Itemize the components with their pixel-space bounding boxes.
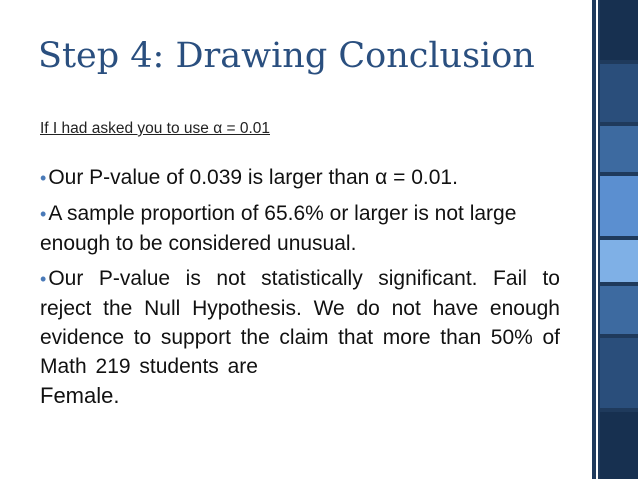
slide-title: Step 4: Drawing Conclusion [38, 36, 535, 76]
decorative-block [600, 176, 638, 236]
bullet-icon: • [40, 204, 47, 224]
bullet-item [40, 264, 560, 410]
decorative-block [600, 338, 638, 408]
decorative-block [600, 286, 638, 334]
strip-divider [596, 0, 598, 479]
bullet-item [40, 199, 560, 258]
bullet-list [40, 163, 560, 416]
bullet-item [40, 163, 560, 193]
bullet-icon: • [40, 269, 47, 289]
slide-subtitle: If I had asked you to use α = 0.01 [40, 120, 270, 137]
bullet-text-tail: Female. [40, 383, 120, 408]
bullet-text: A sample proportion of 65.6% or larger is not large enough to be considered unusual. [40, 202, 517, 255]
bullet-text: Our P-value of 0.039 is larger than α = 0.01. [48, 166, 458, 189]
decorative-block [600, 240, 638, 282]
decorative-block [600, 0, 638, 60]
decorative-block [600, 64, 638, 122]
decorative-block [600, 126, 638, 172]
bullet-text: Our P-value is not statistically significant. Fail to reject the Null Hypothesis. We do not have enough evidence to support the claim that more than 50% of Math 219 students are [40, 267, 560, 378]
decorative-block [600, 412, 638, 479]
bullet-icon: • [40, 168, 47, 188]
